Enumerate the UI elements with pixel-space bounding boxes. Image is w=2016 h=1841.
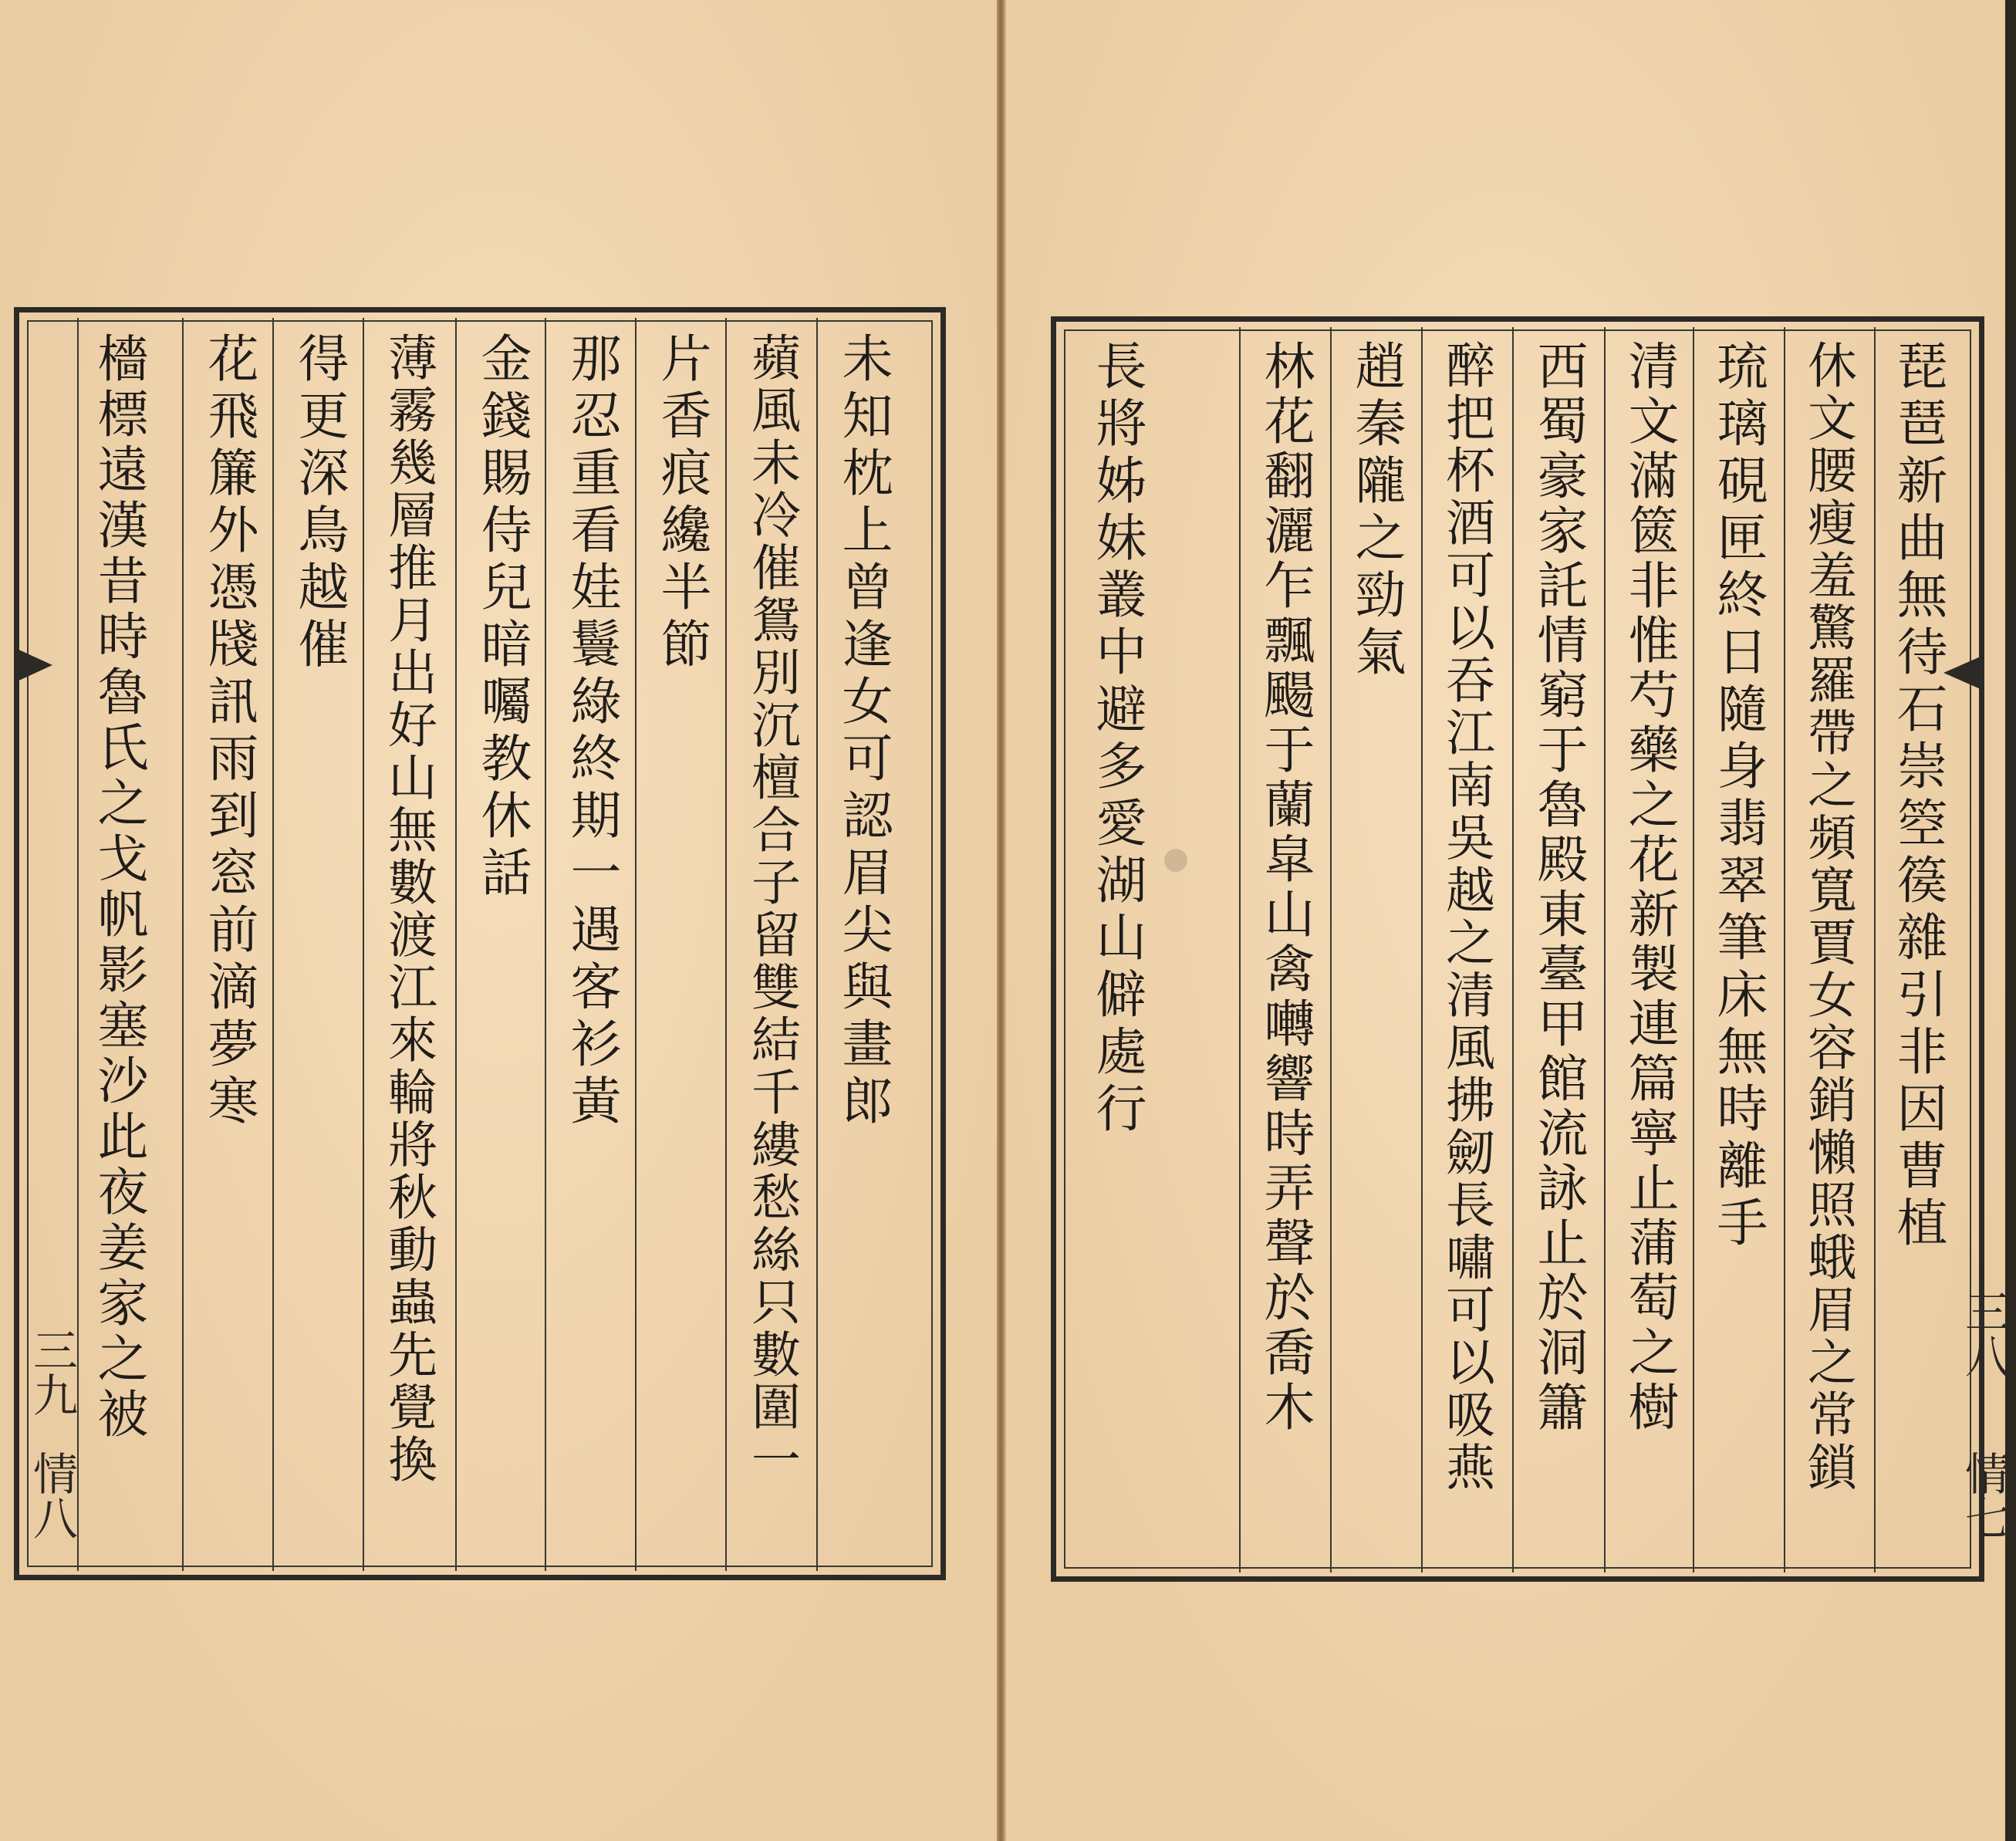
text-column-6: 醉把杯酒可以吞江南吳越之清風拂劒長嘯可以吸燕: [1437, 339, 1494, 1494]
text-column-2: 蘋風未冷催鴛別沉檀合子留雙結千縷愁絲只數圍一: [743, 332, 800, 1486]
fishtail-mark: [15, 648, 52, 682]
column-rule: [545, 318, 546, 1571]
ink-smudge: [1164, 849, 1187, 872]
text-column-6: 薄霧幾層推月出好山無數渡江來輪將秋動蟲先覺換: [380, 332, 437, 1486]
folio-number: 三八: [1957, 1289, 2010, 1378]
text-column-4: 清文滿篋非惟芍藥之花新製連篇寧止蒲萄之樹: [1619, 339, 1679, 1435]
column-rule: [272, 318, 274, 1571]
column-rule: [1421, 327, 1423, 1572]
folio-number: 三九: [25, 1327, 78, 1417]
column-rule: [182, 318, 184, 1571]
text-column-7: 趙秦隴之勁氣: [1346, 339, 1406, 682]
column-rule: [816, 318, 818, 1571]
text-column-2: 休文腰瘦羞驚羅帶之頻寬賈女容銷懶照蛾眉之常鎖: [1799, 339, 1856, 1494]
folio-label: 情七: [1957, 1451, 2010, 1540]
text-column-5: 金錢賜侍兒暗囑教休話: [472, 332, 532, 903]
column-rule: [1239, 327, 1241, 1572]
column-rule: [1330, 327, 1332, 1572]
text-column-5: 西蜀豪家託情窮于魯殿東臺甲館流詠止於洞簫: [1528, 339, 1588, 1435]
text-column-3: 琉璃硯匣終日隨身翡翠筆床無時離手: [1708, 339, 1768, 1253]
column-rule: [455, 318, 457, 1571]
text-column-3: 片香痕纔半節: [652, 332, 711, 674]
fishtail-mark: [1943, 656, 1982, 690]
right-page: [1005, 0, 2010, 1841]
text-column-1: 未知枕上曾逢女可認眉尖與畫郎: [833, 332, 893, 1131]
text-column-8: 花飛簾外憑牋訊雨到窓前滴夢寒: [199, 332, 258, 1131]
column-rule: [635, 318, 637, 1571]
column-rule: [1512, 327, 1514, 1572]
text-column-4: 那忍重看娃鬟綠終期一遇客衫黃: [562, 332, 621, 1131]
text-column-8: 林花翻灑乍飄颺于蘭皐山禽囀響時弄聲於喬木: [1255, 339, 1315, 1435]
column-rule: [1874, 327, 1876, 1572]
text-column-9: 長將姊妹叢中避多愛湖山僻處行: [1087, 339, 1146, 1139]
text-column-7: 得更深鳥越催: [289, 332, 349, 674]
column-rule: [1604, 327, 1606, 1572]
text-column-1: 琵琶新曲無待石崇箜篌雜引非因曹植: [1888, 339, 1947, 1253]
folio-label: 情八: [25, 1451, 78, 1540]
column-rule: [1784, 327, 1785, 1572]
left-page: [0, 0, 998, 1841]
column-rule: [725, 318, 727, 1571]
book-gutter: [997, 0, 1005, 1841]
column-rule: [1693, 327, 1694, 1572]
column-rule: [363, 318, 364, 1571]
text-column-9: 檣標遠漢昔時魯氏之戈帆影塞沙此夜姜家之被: [89, 332, 148, 1443]
